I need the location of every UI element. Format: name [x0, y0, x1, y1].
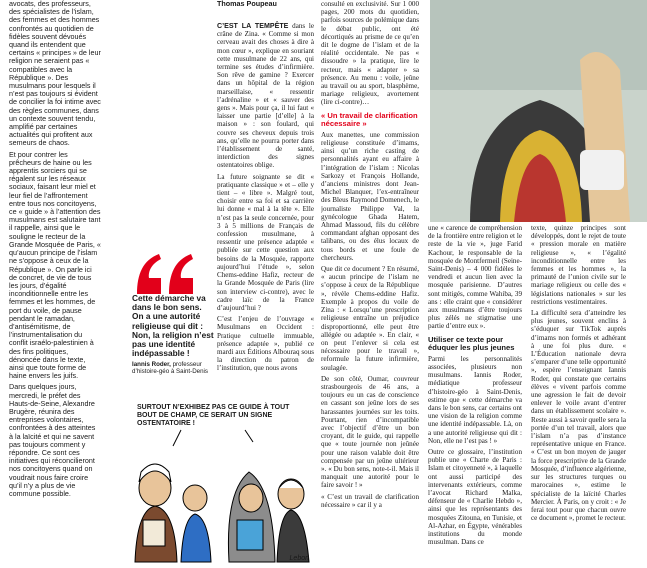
editorial-paragraph-1: avocats, des professeurs, des spécialistes de l’islam, des femmes et des hommes confrontés au quotidien de fidèles souvent dévoués quand ils entendent que certains « principes » de leur religion ne seraient pas « compatibles avec la République ». Des musulmans pour lesquels il n’est pas toujours si évident de concilier la foi intime avec des règles communes, dans un contexte souvent tendu, amplifié par certaines actualités qui profitent aux semeurs de chaos.: [9, 0, 101, 148]
article-paragraph-11: Outre ce glossaire, l’institution publie une « Charte de Paris : Islam et citoyenneté », à laquelle ont aussi participé des intervenants extérieurs, comme l’avocat Richard Malka, défenseur de « Charlie Hebdo », ainsi que les représentants des mosquées Zitouna, en Tunisie, et Al-Azhar, en Égypte, vénérables institutions du monde musulman. Dans ce: [428, 448, 522, 547]
article-paragraph-3: C’est l’enjeu de l’ouvrage « Musulmans en Occident : Pratique cultuelle immuable, présence adaptée », publié ce mardi aux Éditions Albouraq sous la direction du patron de l’institution, que nous avons: [217, 315, 314, 373]
article-paragraph-1: [217, 22, 314, 170]
article-paragraph-4: consulté en exclusivité. Sur 1 000 pages, 200 mots du quotidien, parfois sources de polémique dans le débat public, ont été décortiqués au prisme de ce qu’en dit le dogme de l’islam et de la réalité occidentale. Ne pas « dissoudre » la pratique, lire le recteur, mais « adapter » sa présence. Au menu : voile, jeûne au travail ou au sport, blasphème, mariage religieux, avortement (lire ci-contre)…: [321, 0, 419, 107]
article-paragraph-2: La future soignante se dit « pratiquante classique » et – elle y tient – « libre ». Malgré tout, choisir entre sa foi et sa carrière lui donne « mal à la tête ». Elle n’est pas la seule concernée, pour 3 à 5 millions de Français de confession musulmane, à ressentir une présence adaptée « publiée sur cette question aux besoins de la Mosquée, rapporte aujourd’hui l’étude », selon Chems-eddine Hafiz, recteur de la Grande Mosquée de Paris (lire son interview ci-contre), avec le cadre laïc de la France d’aujourd’hui ?: [217, 172, 314, 312]
subhead-clarification: « Un travail de clarification nécessaire »: [321, 110, 418, 129]
pull-quote-credit-name: Iannis Roder,: [132, 361, 171, 369]
column-article-2: [321, 0, 419, 568]
editorial-paragraph-2: Et pour contrer les prêcheurs de haine ou les apprentis sorciers qui se régalent sur les réseaux sociaux, faisant leur miel et leur fiel de l’affrontement entre tous nos concitoyens, ce « guide » à l’attention des musulmans est salutaire tant il rappelle, ainsi que le souligne le recteur de la Grande Mosquée de Paris, « qu’aucun principe de l’islam ne s’oppose à ceux de la République ». On parle ici de concret, de vie de tous les jours, d’égalité inconditionnelle entre les femmes et les hommes, de port du voile, de pause pendant le ramadan, d’antisémitisme, de l’instrumentalisation du conflit israélo-palestinien à des fins politiques, dénoncée dans le texte, ainsi que toute forme de haine envers les juifs.: [9, 149, 101, 381]
cartoon: [133, 402, 313, 566]
article-lead: C’EST LA TEMPÊTE: [217, 22, 289, 30]
article-paragraph-8: « C’est un travail de clarification nécessaire » car il y a: [321, 492, 419, 509]
article-paragraph-10: Parmi les personnalités associées, plusieurs non musulmans. Iannis Roder, médiatique professeur d’histoire-géo à Saint-Denis, estime que « cette démarche va dans le bon sens, car certains ont une vision de la religion comme une identité indépassable. Là, on a une autorité religieuse qui dit : Non, elle ne l’est pas ! »: [428, 354, 522, 445]
article-photo: [430, 0, 647, 222]
pull-quote: [132, 294, 215, 375]
pull-quote-text: Cette démarche va dans le bon sens. On a une autorité religieuse qui dit : Non, la religion n’est pas une identité indépassable !: [132, 293, 214, 359]
article-paragraph-13: La difficulté sera d’atteindre les plus jeunes, souvent enclins à s’éduquer sur TikTok auprès d’imams non formés et adhérant à une foi plus dure. « L’Éducation nationale devra s’emparer d’une telle opportunité », espère l’enseignant Iannis Roder, qui constate que certains élèves « vivent parfois comme une agression le fait de devoir enlever le voile avant d’entrer dans un établissement scolaire ». Reste aussi à savoir quelle sera la portée d’un tel travail, alors que l’islam n’a pas d’instance représentative unique en France. « C’est un bon moyen de jauger la force prescriptive de la Grande Mosquée, d’influence algérienne, sur les structures turques ou marocaines », estime le spécialiste de la laïcité Charles Mercier. À Paris, on y croit : « Je ferai tout pour que chacun ouvre ce document », promet le recteur.: [531, 309, 626, 523]
cartoon-caption: SURTOUT N’EXHIBEZ PAS CE GUIDE À TOUT BOUT DE CHAMP, CE SERAIT UN SIGNE OSTENTATOIRE !: [137, 404, 290, 427]
column-article-1: [217, 0, 314, 400]
cartoon-signature: Lebon: [289, 555, 309, 562]
article-lead-text: dans le crâne de Zina. « Comme si mon cerveau avait des choses à dire à mon cœur », explique en souriant cette musulmane de 22 ans, qui termine ses études d’infirmière. Son rêve de gamine ? Exercer dans un hôpital de la région marseillaise, « ressentir l’adrénaline » et « sauver des gens ». Mais pour ça, il lui faut « laisser une partie [d’elle] à la maison » : son foulard, qui couvre ses cheveux depuis trois ans, qu’elle ne pourra porter dans l’établissement de santé, interdiction des signes ostentatoires oblige.: [217, 22, 314, 170]
pull-quote-credit: [132, 361, 215, 375]
article-paragraph-6: Que dit ce document ? En résumé, « aucun principe de l’islam ne s’oppose à ceux de la République », révèle Chems-eddine Hafiz. Exemple à propos du voile de Zina : « Lorsqu’une prescription religieuse entraîne un préjudice disproportionné, elle peut être allégée ou adaptée ». En clair, « on peut l’enlever si cela est nécessaire pour le travail », reformule la future infirmière, soulagée.: [321, 265, 419, 372]
pull-quote-credit-role: professeur d’histoire-géo à Saint-Denis: [132, 361, 209, 376]
column-article-4: [531, 224, 626, 568]
photo-illustration: [430, 0, 647, 222]
column-editorial: [9, 0, 101, 568]
article-paragraph-5: Aux manettes, une commission religieuse constituée d’imams, ainsi qu’un riche casting de personnalités ayant eu affaire à l’intégration de l’islam : Nicolas Sarkozy et François Hollande, d’anciens ministres dont Jean-Michel Blanquer, l’ex-entraîneur des Bleus Raymond Domenech, le journaliste Philippe Val, la gynécologue Ghada Hatem, Ahmad Massoud, fils du célèbre commandant afghan opposant des talibans, ou des élus locaux de tous bords et une foule de chercheurs.: [321, 130, 419, 262]
article-paragraph-12: texte, quinze principes sont développés, dont le rejet de toute « pression morale en matière religieuse », « l’égalité inconditionnelle entre les femmes et les hommes », la primauté de l’union civile sur le mariage religieux ou celle des « législations nationales » sur les restrictions vestimentaires.: [531, 224, 626, 306]
article-author: Thomas Poupeau: [217, 0, 277, 8]
quote-mark-icon: [133, 250, 199, 296]
editorial-paragraph-3: Dans quelques jours, mercredi, le préfet des Hauts-de-Seine, Alexandre Brugère, réunira des entreprises volontaires, confrontées à des atteintes à la laïcité et qui ne savent pas toujours comment y répondre. Ce sont ces initiatives qui réconcilieront nos concitoyens quand on voudrait nous faire croire qu’il n’y a plus de vie commune possible.: [9, 382, 96, 498]
cartoon-drawing: [133, 402, 313, 566]
article-paragraph-9: une « carence de compréhension de la frontière entre religion et le reste de la vie », juge Farid Kachour, le responsable de la mosquée de Montfermeil (Seine-Saint-Denis) – 4 000 fidèles le vendredi et aucun lien avec la mosquée parisienne. D’autres sont mitigés, comme Wahiba, 39 ans : elle craint que « considérer aux musulmans d’être toujours plus zélés ne stigmatise une partie d’entre eux ».: [428, 224, 522, 331]
column-article-3: [428, 224, 522, 568]
article-paragraph-7: De son côté, Oumar, couvreur strasbourgeois de 46 ans, a toujours eu un cas de conscience en cassant son jeûne lors de ses harassantes journées sur les toits. Pourtant, rien d’incompatible avec l’objectif d’être un bon croyant, dit le guide, qui rappelle que « toute journée non jeûnée pour une raison valable doit être compensée par un jeûne ultérieur ». « Du bon sens, note-t-il. Mais il manquait une autorité pour le faire savoir ! »: [321, 374, 419, 490]
subhead-educate: Utiliser ce texte pour éduquer les plus jeunes: [428, 334, 515, 353]
